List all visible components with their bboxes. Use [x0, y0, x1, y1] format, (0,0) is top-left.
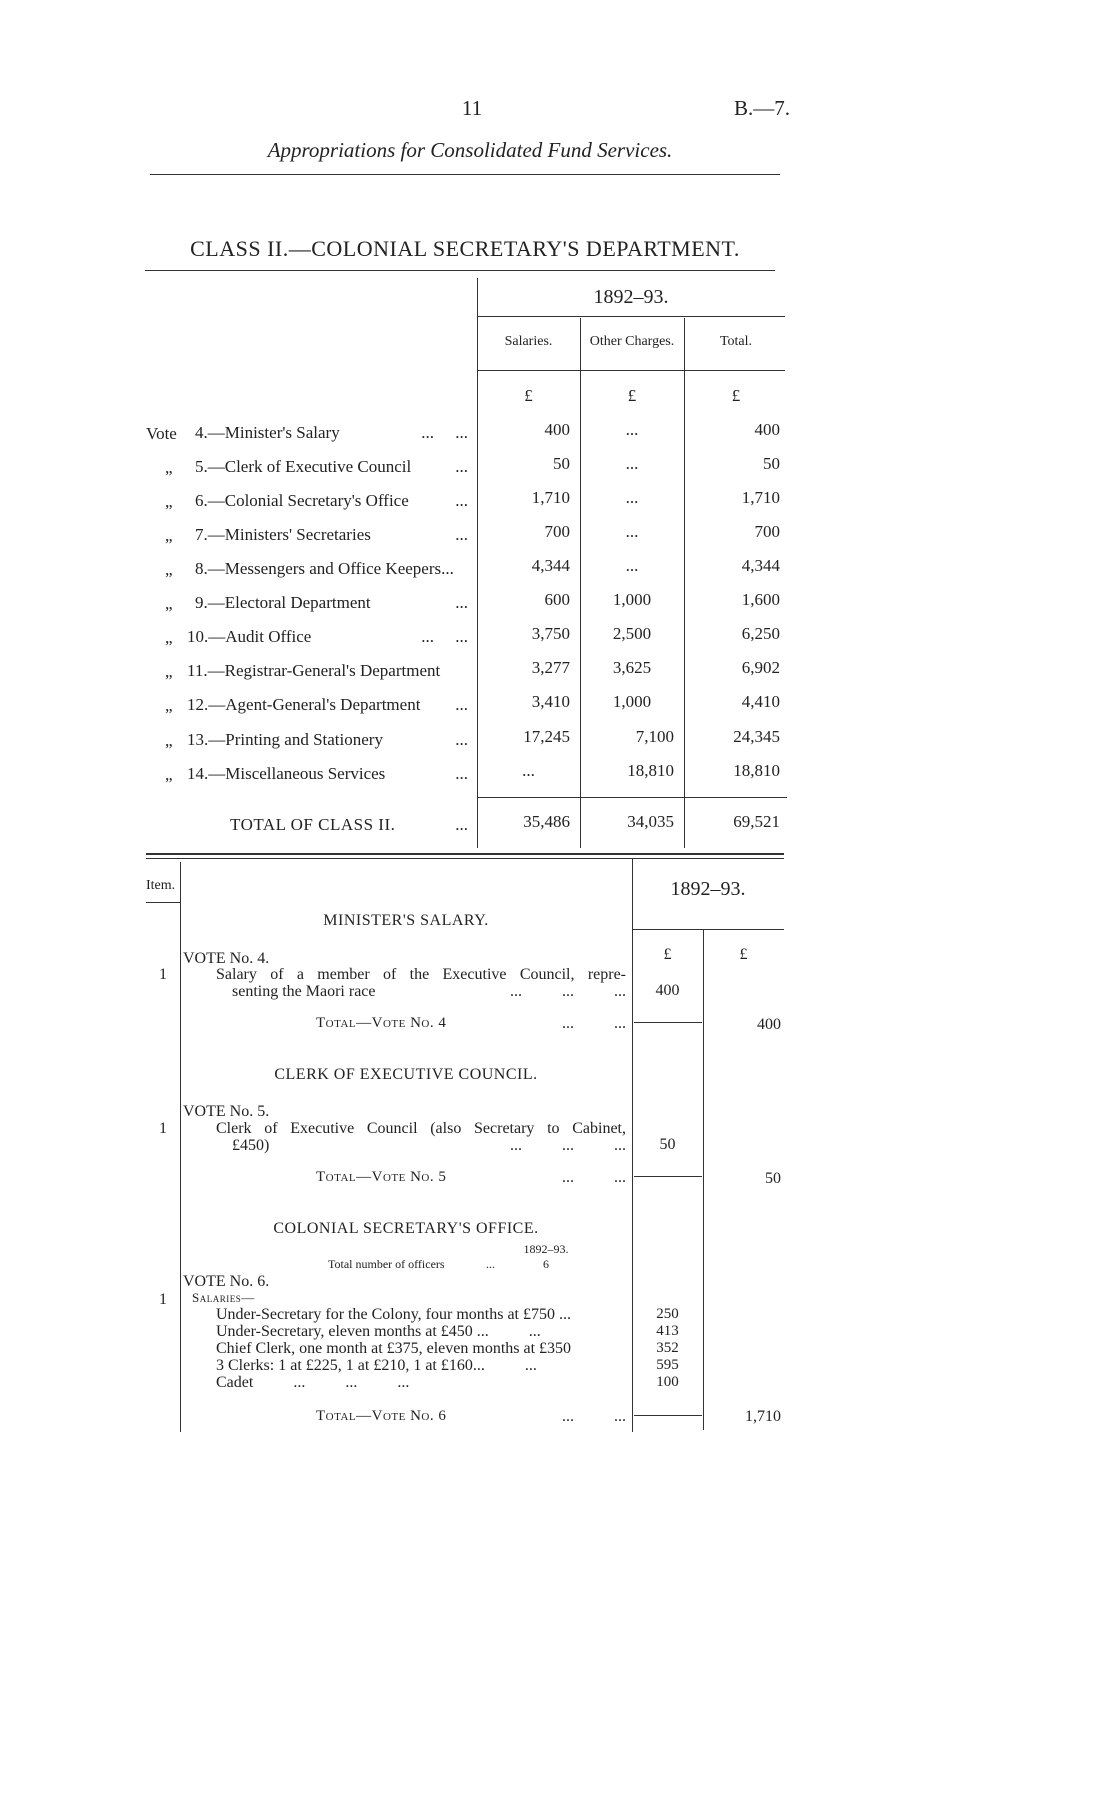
summary-total-rule	[477, 797, 787, 798]
salary-amount: 413	[656, 1323, 679, 1339]
ditto-mark: „	[165, 458, 173, 477]
ditto-mark: „	[165, 731, 173, 750]
item-description: Salary of a member of the Executive Council, repre-	[216, 966, 626, 983]
item-description: £450)	[232, 1137, 270, 1154]
item-amount: 400	[655, 982, 680, 999]
item-description: senting the Maori race	[232, 983, 376, 1000]
ditto-mark: „	[165, 560, 173, 579]
leader-dots: ...	[455, 457, 468, 476]
salary-amount: 250	[656, 1306, 679, 1322]
total-value: 6,902	[741, 658, 780, 677]
officers-year: 1892–93.	[523, 1242, 569, 1256]
vote-total-label: Total—Vote No. 5	[316, 1169, 447, 1185]
item-number: 1	[159, 966, 167, 983]
other-value: ...	[625, 488, 639, 507]
salaries-value: 400	[544, 420, 570, 439]
other-value: 7,100	[635, 727, 674, 746]
leader-dots: ... ...	[421, 423, 468, 442]
summary-colhead-rule	[477, 370, 785, 371]
leader-dots: ...	[455, 730, 468, 749]
pound-sign: £	[524, 386, 533, 405]
salary-line: Cadet ... ... ...	[216, 1374, 410, 1391]
leader-dots: ... ...	[562, 1408, 626, 1425]
subtotal-rule	[634, 1022, 702, 1023]
section-rule	[146, 853, 784, 855]
salaries-value: 3,277	[531, 658, 570, 677]
leader-dots: ... ...	[562, 1015, 626, 1032]
detail-year: 1892–93.	[670, 878, 746, 900]
summary-total-total: 69,521	[733, 812, 780, 831]
total-value: 400	[754, 420, 780, 439]
salaries-value: ...	[522, 761, 535, 780]
other-value: ...	[625, 454, 639, 473]
vote-label: 14.—Miscellaneous Services	[187, 764, 386, 783]
summary-total-label: TOTAL OF CLASS II.	[230, 815, 396, 834]
vote-label: 11.—Registrar-General's Department	[187, 661, 441, 680]
subtotal-rule	[634, 1415, 702, 1416]
salaries-value: 4,344	[531, 556, 570, 575]
vote-label: 9.—Electoral Department	[195, 593, 371, 612]
vote-total: 400	[757, 1016, 781, 1033]
summary-year-rule	[477, 316, 785, 317]
other-value: 3,625	[612, 658, 652, 677]
salaries-label: Salaries—	[192, 1290, 255, 1305]
leader-dots: ...	[455, 525, 468, 544]
item-amount: 50	[659, 1136, 676, 1153]
ditto-mark: „	[165, 492, 173, 511]
leader-dots: ... ... ...	[510, 983, 626, 1000]
other-value: 1,000	[612, 590, 652, 609]
leader-dots: ... ...	[562, 1169, 626, 1186]
other-value: ...	[625, 420, 639, 439]
pound-sign: £	[739, 946, 748, 963]
salary-line: Chief Clerk, one month at £375, eleven months at £350	[216, 1340, 572, 1357]
total-value: 700	[754, 522, 780, 541]
vote-label: 10.—Audit Office	[187, 627, 312, 646]
salary-amount: 595	[656, 1357, 679, 1373]
item-header: Item.	[146, 878, 176, 893]
section-heading: COLONIAL SECRETARY'S OFFICE.	[273, 1220, 539, 1237]
salaries-value: 3,410	[531, 692, 570, 711]
header-rule	[150, 174, 780, 175]
total-value: 1,710	[741, 488, 780, 507]
other-value: 2,500	[612, 624, 652, 643]
ditto-mark: „	[165, 628, 173, 647]
section-heading: CLERK OF EXECUTIVE COUNCIL.	[274, 1066, 538, 1083]
summary-col-total: Total.	[719, 334, 753, 349]
leader-dots: ... ...	[421, 627, 468, 646]
salaries-value: 3,750	[531, 624, 570, 643]
other-value: 18,810	[627, 761, 674, 780]
section-heading: MINISTER'S SALARY.	[323, 912, 489, 929]
vote-label: 13.—Printing and Stationery	[187, 730, 383, 749]
vote-label: 5.—Clerk of Executive Council	[195, 457, 412, 476]
page-subtitle: Appropriations for Consolidated Fund Services.	[267, 138, 673, 162]
summary-year: 1892–93.	[593, 286, 669, 308]
total-value: 4,344	[741, 556, 780, 575]
salary-amount: 100	[656, 1374, 679, 1390]
other-value: 1,000	[612, 692, 652, 711]
summary-total-other: 34,035	[627, 812, 674, 831]
subtotal-rule	[634, 1176, 702, 1177]
total-value: 50	[763, 454, 780, 473]
vote-label: 12.—Agent-General's Department	[187, 695, 421, 714]
item-number: 1	[159, 1120, 167, 1137]
other-value: ...	[625, 522, 639, 541]
leader-dots: ...	[455, 491, 468, 510]
total-value: 6,250	[741, 624, 780, 643]
vote-heading: VOTE No. 4.	[183, 950, 270, 967]
item-header-rule	[146, 902, 180, 903]
vote-prefix: Vote	[146, 424, 177, 443]
salaries-value: 1,710	[531, 488, 570, 507]
leader-dots: ...	[455, 764, 468, 783]
ditto-mark: „	[165, 662, 173, 681]
other-value: ...	[625, 556, 639, 575]
item-description: Clerk of Executive Council (also Secretary to Cabinet,	[216, 1120, 626, 1137]
pound-sign: £	[627, 386, 637, 405]
salary-amount: 352	[656, 1340, 679, 1356]
leader-dots: ... ... ...	[510, 1137, 626, 1154]
salary-line: Under-Secretary for the Colony, four months at £750 ...	[216, 1306, 571, 1323]
pound-sign: £	[731, 386, 741, 405]
total-value: 4,410	[741, 692, 780, 711]
summary-col-other: Other Charges.	[589, 334, 675, 349]
leader-dots: ...	[455, 593, 468, 612]
officers-count: 6	[543, 1257, 549, 1271]
item-number: 1	[159, 1291, 167, 1308]
page-number: 11	[461, 96, 483, 120]
total-value: 1,600	[741, 590, 780, 609]
vote-total-label: Total—Vote No. 4	[316, 1015, 447, 1031]
total-value: 24,345	[733, 727, 780, 746]
ditto-mark: „	[165, 696, 173, 715]
leader-dots: ...	[486, 1257, 495, 1271]
section-rule	[146, 858, 784, 859]
vote-label: 8.—Messengers and Office Keepers...	[195, 559, 454, 578]
vote-label: 6.—Colonial Secretary's Office	[195, 491, 409, 510]
salary-line: Under-Secretary, eleven months at £450 ... ...	[216, 1323, 541, 1340]
leader-dots: ...	[455, 815, 468, 834]
salary-line: 3 Clerks: 1 at £225, 1 at £210, 1 at £160... ...	[216, 1357, 537, 1374]
detail-year-rule	[632, 929, 784, 930]
vote-total: 50	[765, 1170, 781, 1187]
vote-heading: VOTE No. 6.	[183, 1273, 270, 1290]
salaries-value: 600	[544, 590, 570, 609]
vote-label: 4.—Minister's Salary	[195, 423, 340, 442]
summary-total-salaries: 35,486	[523, 812, 570, 831]
vote-total: 1,710	[745, 1408, 781, 1425]
ditto-mark: „	[165, 765, 173, 784]
salaries-value: 700	[544, 522, 570, 541]
title-rule	[145, 270, 775, 271]
total-value: 18,810	[733, 761, 780, 780]
ditto-mark: „	[165, 594, 173, 613]
salaries-value: 17,245	[523, 727, 570, 746]
summary-col-salaries: Salaries.	[504, 334, 553, 349]
leader-dots: ...	[455, 695, 468, 714]
detail-item-rule	[180, 862, 181, 1432]
vote-heading: VOTE No. 5.	[183, 1103, 270, 1120]
class-title: CLASS II.—COLONIAL SECRETARY'S DEPARTMENT.	[190, 236, 740, 261]
vote-total-label: Total—Vote No. 6	[316, 1408, 447, 1424]
pound-sign: £	[663, 946, 672, 963]
officers-label: Total number of officers	[328, 1257, 445, 1271]
salaries-value: 50	[553, 454, 570, 473]
ditto-mark: „	[165, 526, 173, 545]
vote-label: 7.—Ministers' Secretaries	[195, 525, 371, 544]
document-reference: B.—7.	[733, 96, 790, 120]
